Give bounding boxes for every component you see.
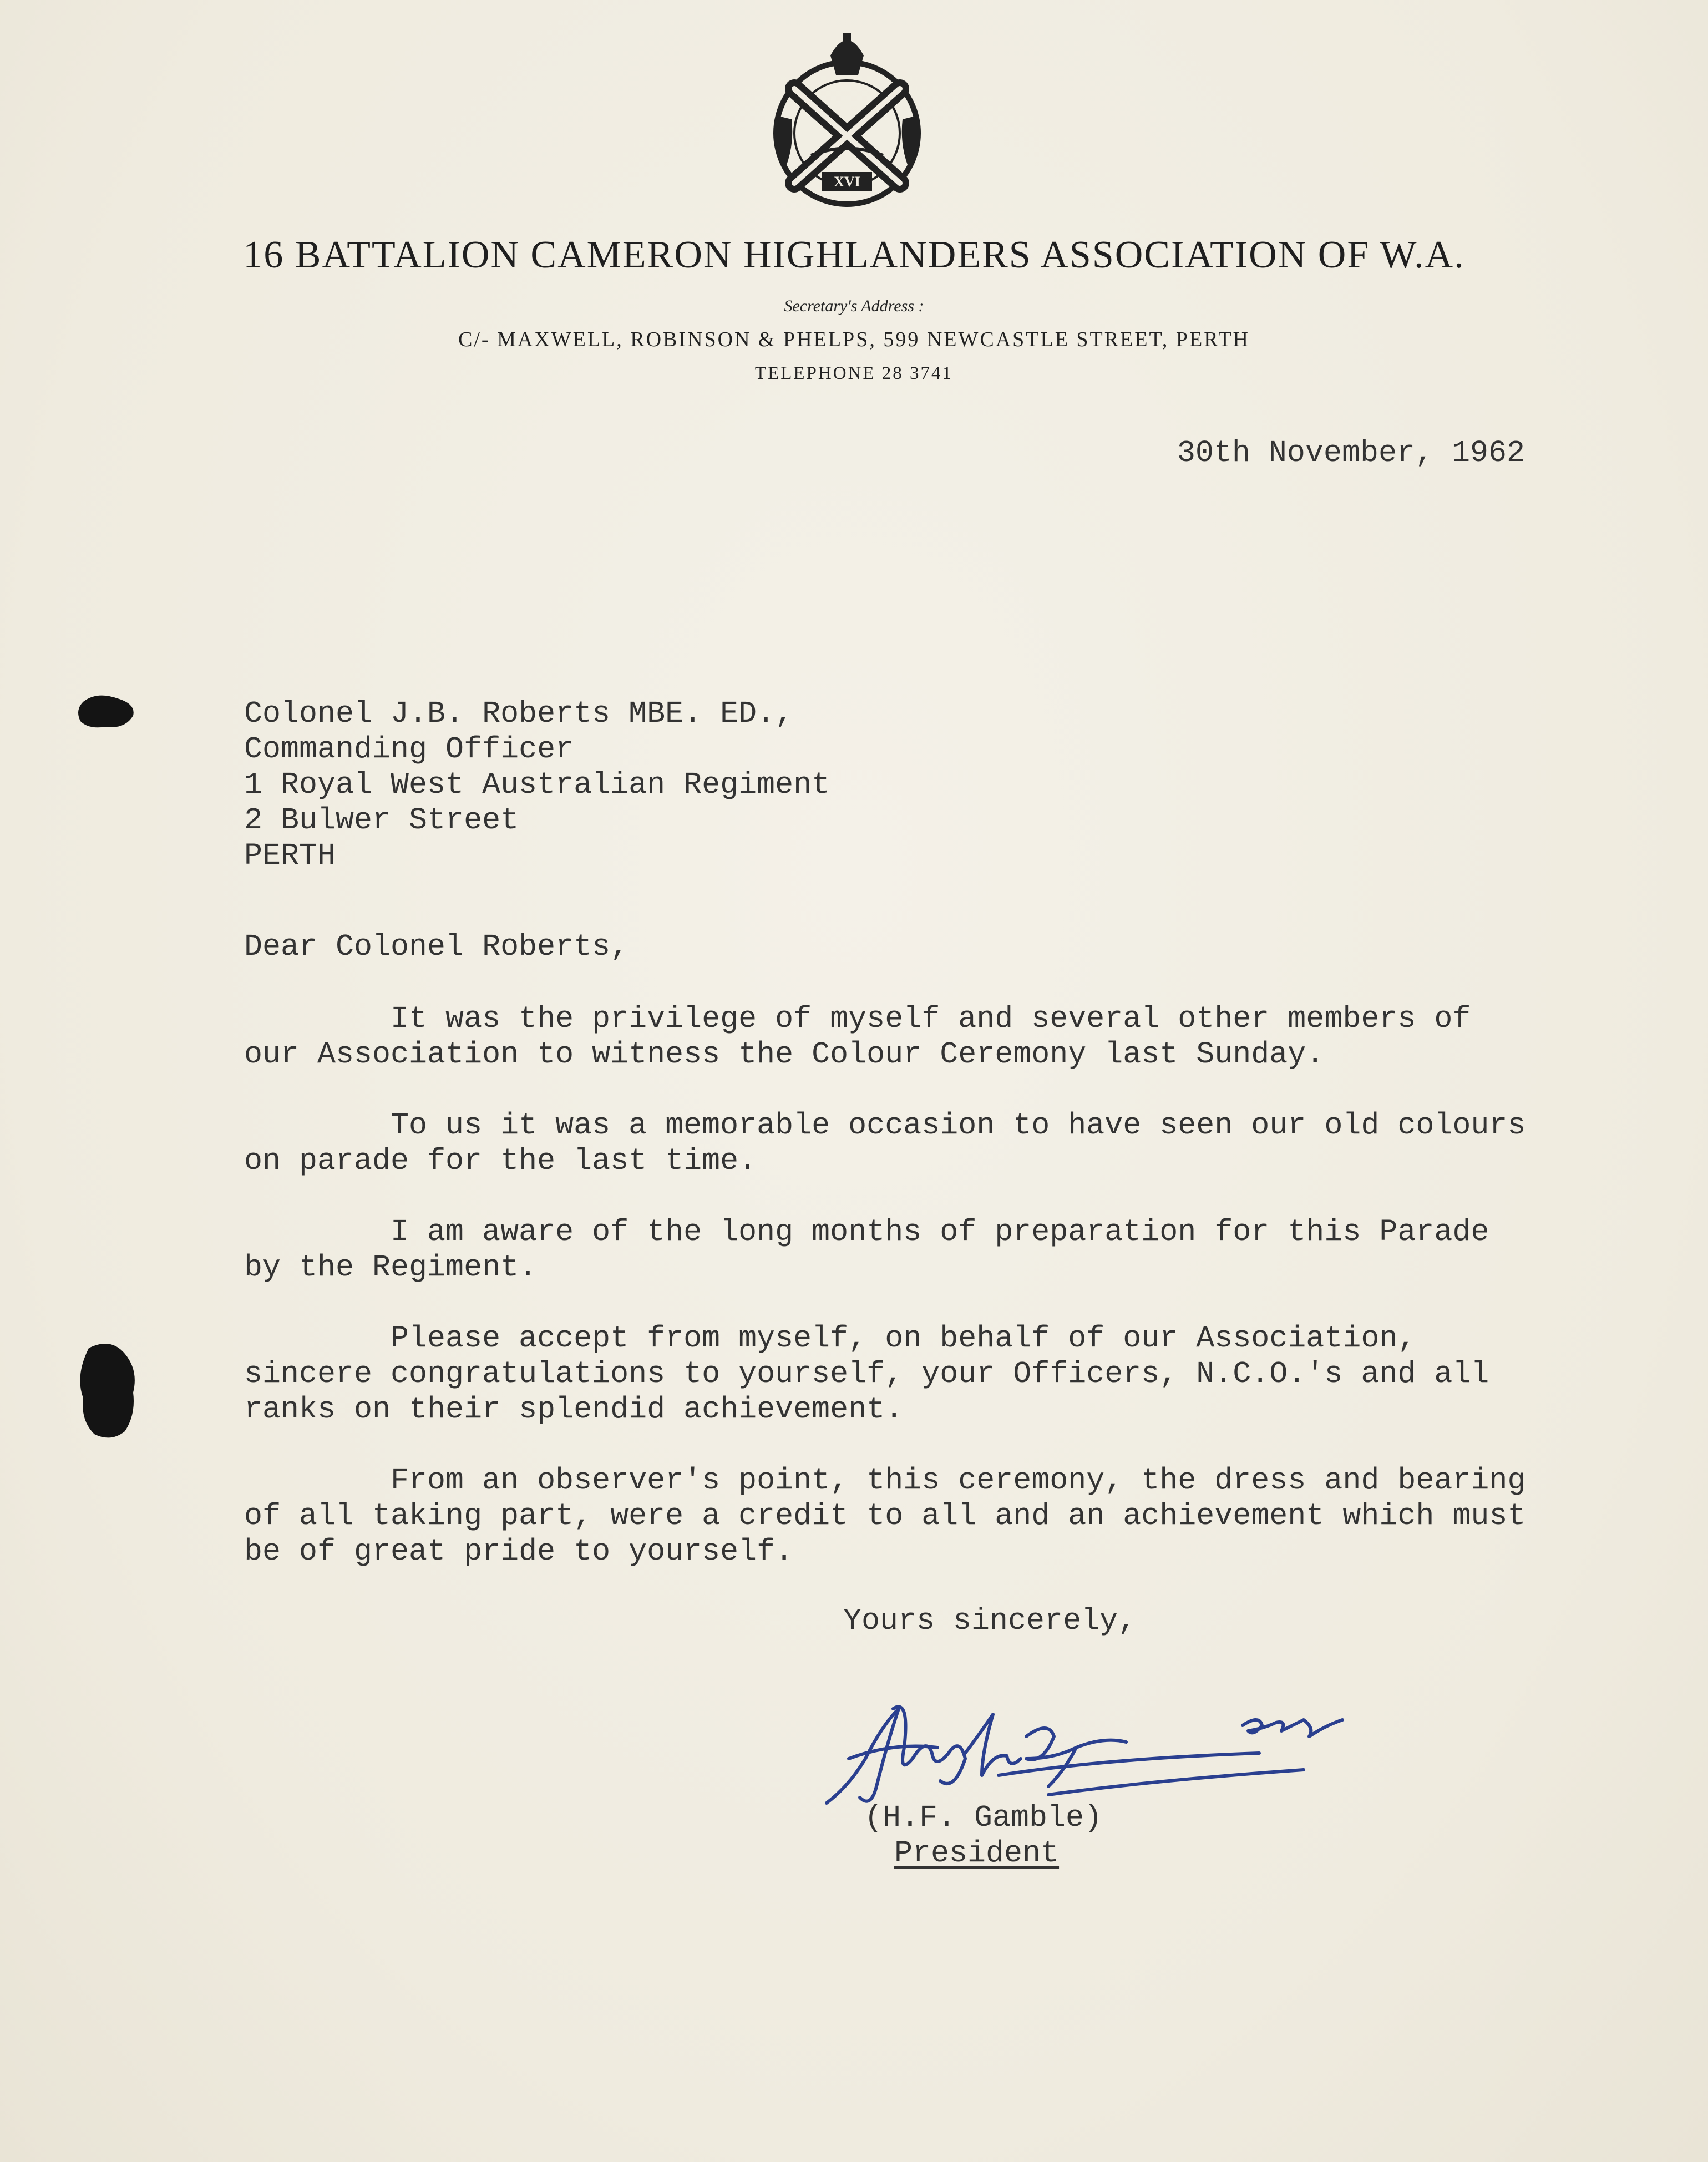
secretary-label: Secretary's Address : bbox=[784, 297, 924, 315]
recipient-line: 1 Royal West Australian Regiment bbox=[244, 767, 830, 802]
handwritten-signature bbox=[815, 1675, 1426, 1820]
paragraph-2 bbox=[244, 1108, 1537, 1179]
paragraph-line: be of great pride to yourself. bbox=[244, 1534, 794, 1569]
punch-hole-icon bbox=[75, 685, 141, 741]
paragraph-line: It was the privilege of myself and several other members of bbox=[244, 1001, 1471, 1036]
paragraph-line: of all taking part, were a credit to all and an achievement which must bbox=[244, 1498, 1526, 1533]
recipient-line: Commanding Officer bbox=[244, 732, 574, 767]
paragraph-line: on parade for the last time. bbox=[244, 1143, 757, 1178]
paragraph-line: ranks on their splendid achievement. bbox=[244, 1392, 904, 1427]
recipient-address bbox=[244, 696, 830, 874]
regimental-crest-icon bbox=[761, 22, 933, 211]
paragraph-line: I am aware of the long months of preparation for this Parade bbox=[244, 1214, 1489, 1249]
paragraph-line: our Association to witness the Colour Ceremony last Sunday. bbox=[244, 1037, 1325, 1072]
paragraph-line: by the Regiment. bbox=[244, 1250, 538, 1285]
paragraph-3 bbox=[244, 1214, 1537, 1285]
organisation-name: 16 BATTALION CAMERON HIGHLANDERS ASSOCIATION OF W.A. bbox=[243, 234, 1465, 276]
paragraph-line: From an observer's point, this ceremony, the dress and bearing bbox=[244, 1463, 1526, 1498]
signer-name: (H.F. Gamble) bbox=[864, 1800, 1103, 1835]
paragraph-4 bbox=[244, 1321, 1537, 1427]
telephone: TELEPHONE 28 3741 bbox=[754, 363, 954, 383]
svg-text:XVI: XVI bbox=[834, 174, 860, 190]
secretary-address: C/- MAXWELL, ROBINSON & PHELPS, 599 NEWCASTLE STREET, PERTH bbox=[458, 328, 1250, 351]
paragraph-5 bbox=[244, 1463, 1537, 1569]
paragraph-line: sincere congratulations to yourself, your Officers, N.C.O.'s and all bbox=[244, 1356, 1489, 1391]
recipient-line: 2 Bulwer Street bbox=[244, 803, 519, 838]
letter-date: 30th November, 1962 bbox=[1177, 436, 1525, 470]
salutation: Dear Colonel Roberts, bbox=[244, 929, 629, 964]
paragraph-1 bbox=[244, 1001, 1537, 1072]
closing: Yours sincerely, bbox=[843, 1603, 1137, 1638]
paragraph-line: To us it was a memorable occasion to have seen our old colours bbox=[244, 1108, 1526, 1143]
signer-title: President bbox=[894, 1836, 1060, 1871]
recipient-line: PERTH bbox=[244, 838, 336, 873]
recipient-line: Colonel J.B. Roberts MBE. ED., bbox=[244, 696, 794, 731]
punch-hole-icon bbox=[72, 1337, 144, 1442]
paragraph-line: Please accept from myself, on behalf of our Association, bbox=[244, 1321, 1416, 1356]
